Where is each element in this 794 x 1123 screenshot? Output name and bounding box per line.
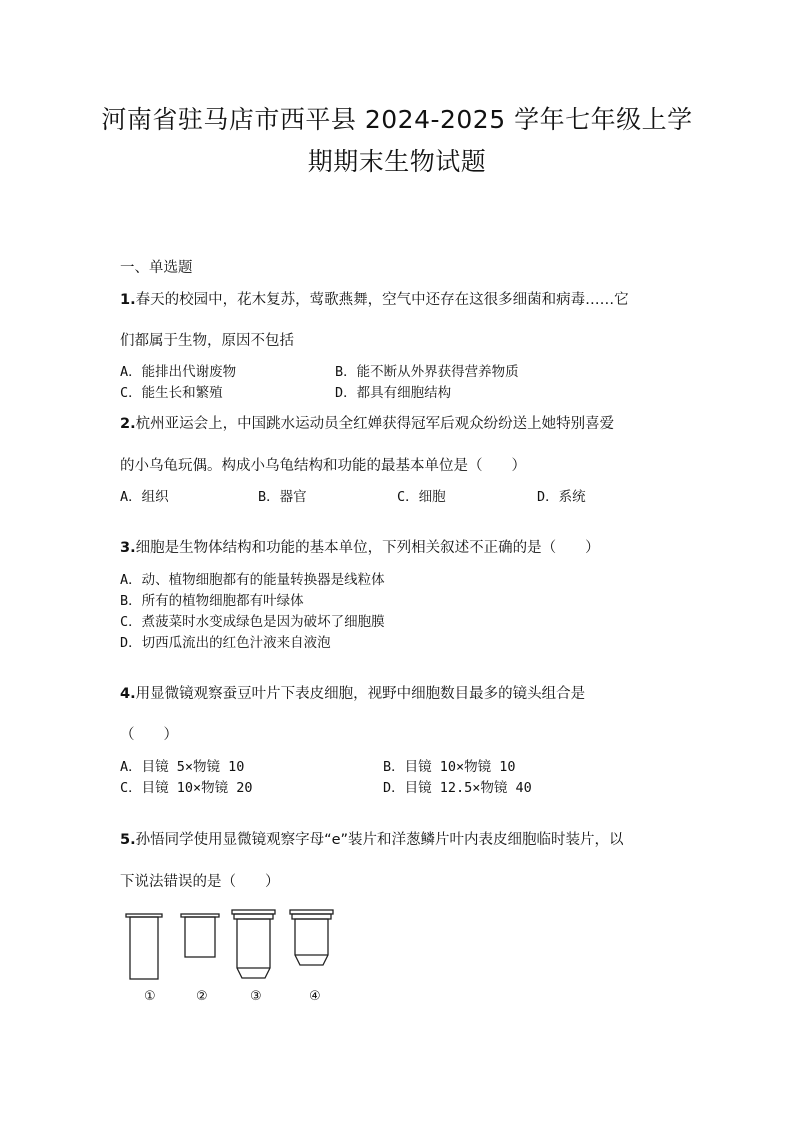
question-number: 4. (120, 686, 136, 702)
question-1-option-a[interactable]: A．能排出代谢废物 (120, 364, 237, 380)
question-4-stem-line1 (120, 684, 585, 704)
question-3-option-a[interactable]: A．动、植物细胞都有的能量转换器是线粒体 (120, 572, 385, 588)
question-5-stem-line2: 下说法错误的是（ ） (120, 874, 280, 890)
question-1-stem-line2: 们都属于生物，原因不包括 (120, 333, 294, 349)
figure-label-3: ③ (250, 989, 262, 1004)
question-4-option-c[interactable]: C．目镜 10×物镜 20 (120, 780, 253, 796)
figure-label-1: ① (144, 989, 156, 1004)
question-5-stem-line1 (120, 830, 624, 850)
question-3-option-b[interactable]: B．所有的植物细胞都有叶绿体 (120, 593, 304, 609)
question-number: 1. (120, 292, 136, 308)
question-number: 5. (120, 832, 136, 848)
question-text: 杭州亚运会上，中国跳水运动员全红婵获得冠军后观众纷纷送上她特别喜爱 (135, 416, 615, 432)
question-number: 2. (120, 416, 136, 432)
question-1-option-c[interactable]: C．能生长和繁殖 (120, 385, 223, 401)
question-3-stem-line1 (120, 538, 600, 558)
question-1-option-d[interactable]: D．都具有细胞结构 (335, 385, 452, 401)
question-2-option-b[interactable]: B．器官 (258, 489, 307, 505)
document-title-line2: 期期末生物试题 (307, 147, 487, 176)
question-text: 细胞是生物体结构和功能的基本单位，下列相关叙述不正确的是（ ） (135, 540, 600, 556)
figure-label-2: ② (196, 989, 208, 1004)
question-4-option-a[interactable]: A．目镜 5×物镜 10 (120, 759, 245, 775)
microscope-lens-figure (120, 908, 350, 983)
question-4-stem-line2: （ ） (120, 727, 178, 743)
question-2-option-c[interactable]: C．细胞 (397, 489, 446, 505)
question-text: 用显微镜观察蚕豆叶片下表皮细胞，视野中细胞数目最多的镜头组合是 (135, 686, 586, 702)
question-1-option-b[interactable]: B．能不断从外界获得营养物质 (335, 364, 519, 380)
eyepiece-long-icon (126, 914, 162, 979)
question-2-stem-line1 (120, 414, 614, 434)
question-2-option-a[interactable]: A．组织 (120, 489, 169, 505)
figure-label-4: ④ (309, 989, 321, 1004)
question-2-stem-line2: 的小乌龟玩偶。构成小乌龟结构和功能的最基本单位是（ ） (120, 458, 526, 474)
question-3-option-d[interactable]: D．切西瓜流出的红色汁液来自液泡 (120, 635, 331, 651)
section-heading: 一、单选题 (120, 260, 193, 276)
question-3-option-c[interactable]: C．煮菠菜时水变成绿色是因为破坏了细胞膜 (120, 614, 385, 630)
objective-long-icon (232, 910, 275, 978)
question-2-option-d[interactable]: D．系统 (537, 489, 586, 505)
question-text: 孙悟同学使用显微镜观察字母“e”装片和洋葱鳞片叶内表皮细胞临时装片，以 (135, 832, 624, 848)
question-number: 3. (120, 540, 136, 556)
question-4-option-d[interactable]: D．目镜 12.5×物镜 40 (383, 780, 532, 796)
question-4-option-b[interactable]: B．目镜 10×物镜 10 (383, 759, 516, 775)
question-text: 春天的校园中，花木复苏，莺歌燕舞，空气中还存在这很多细菌和病毒……它 (135, 292, 629, 308)
objective-short-icon (290, 910, 333, 965)
document-title-line1: 河南省驻马店市西平县 2024-2025 学年七年级上学 (101, 105, 693, 134)
question-1-stem-line1 (120, 290, 629, 310)
eyepiece-short-icon (181, 914, 219, 957)
